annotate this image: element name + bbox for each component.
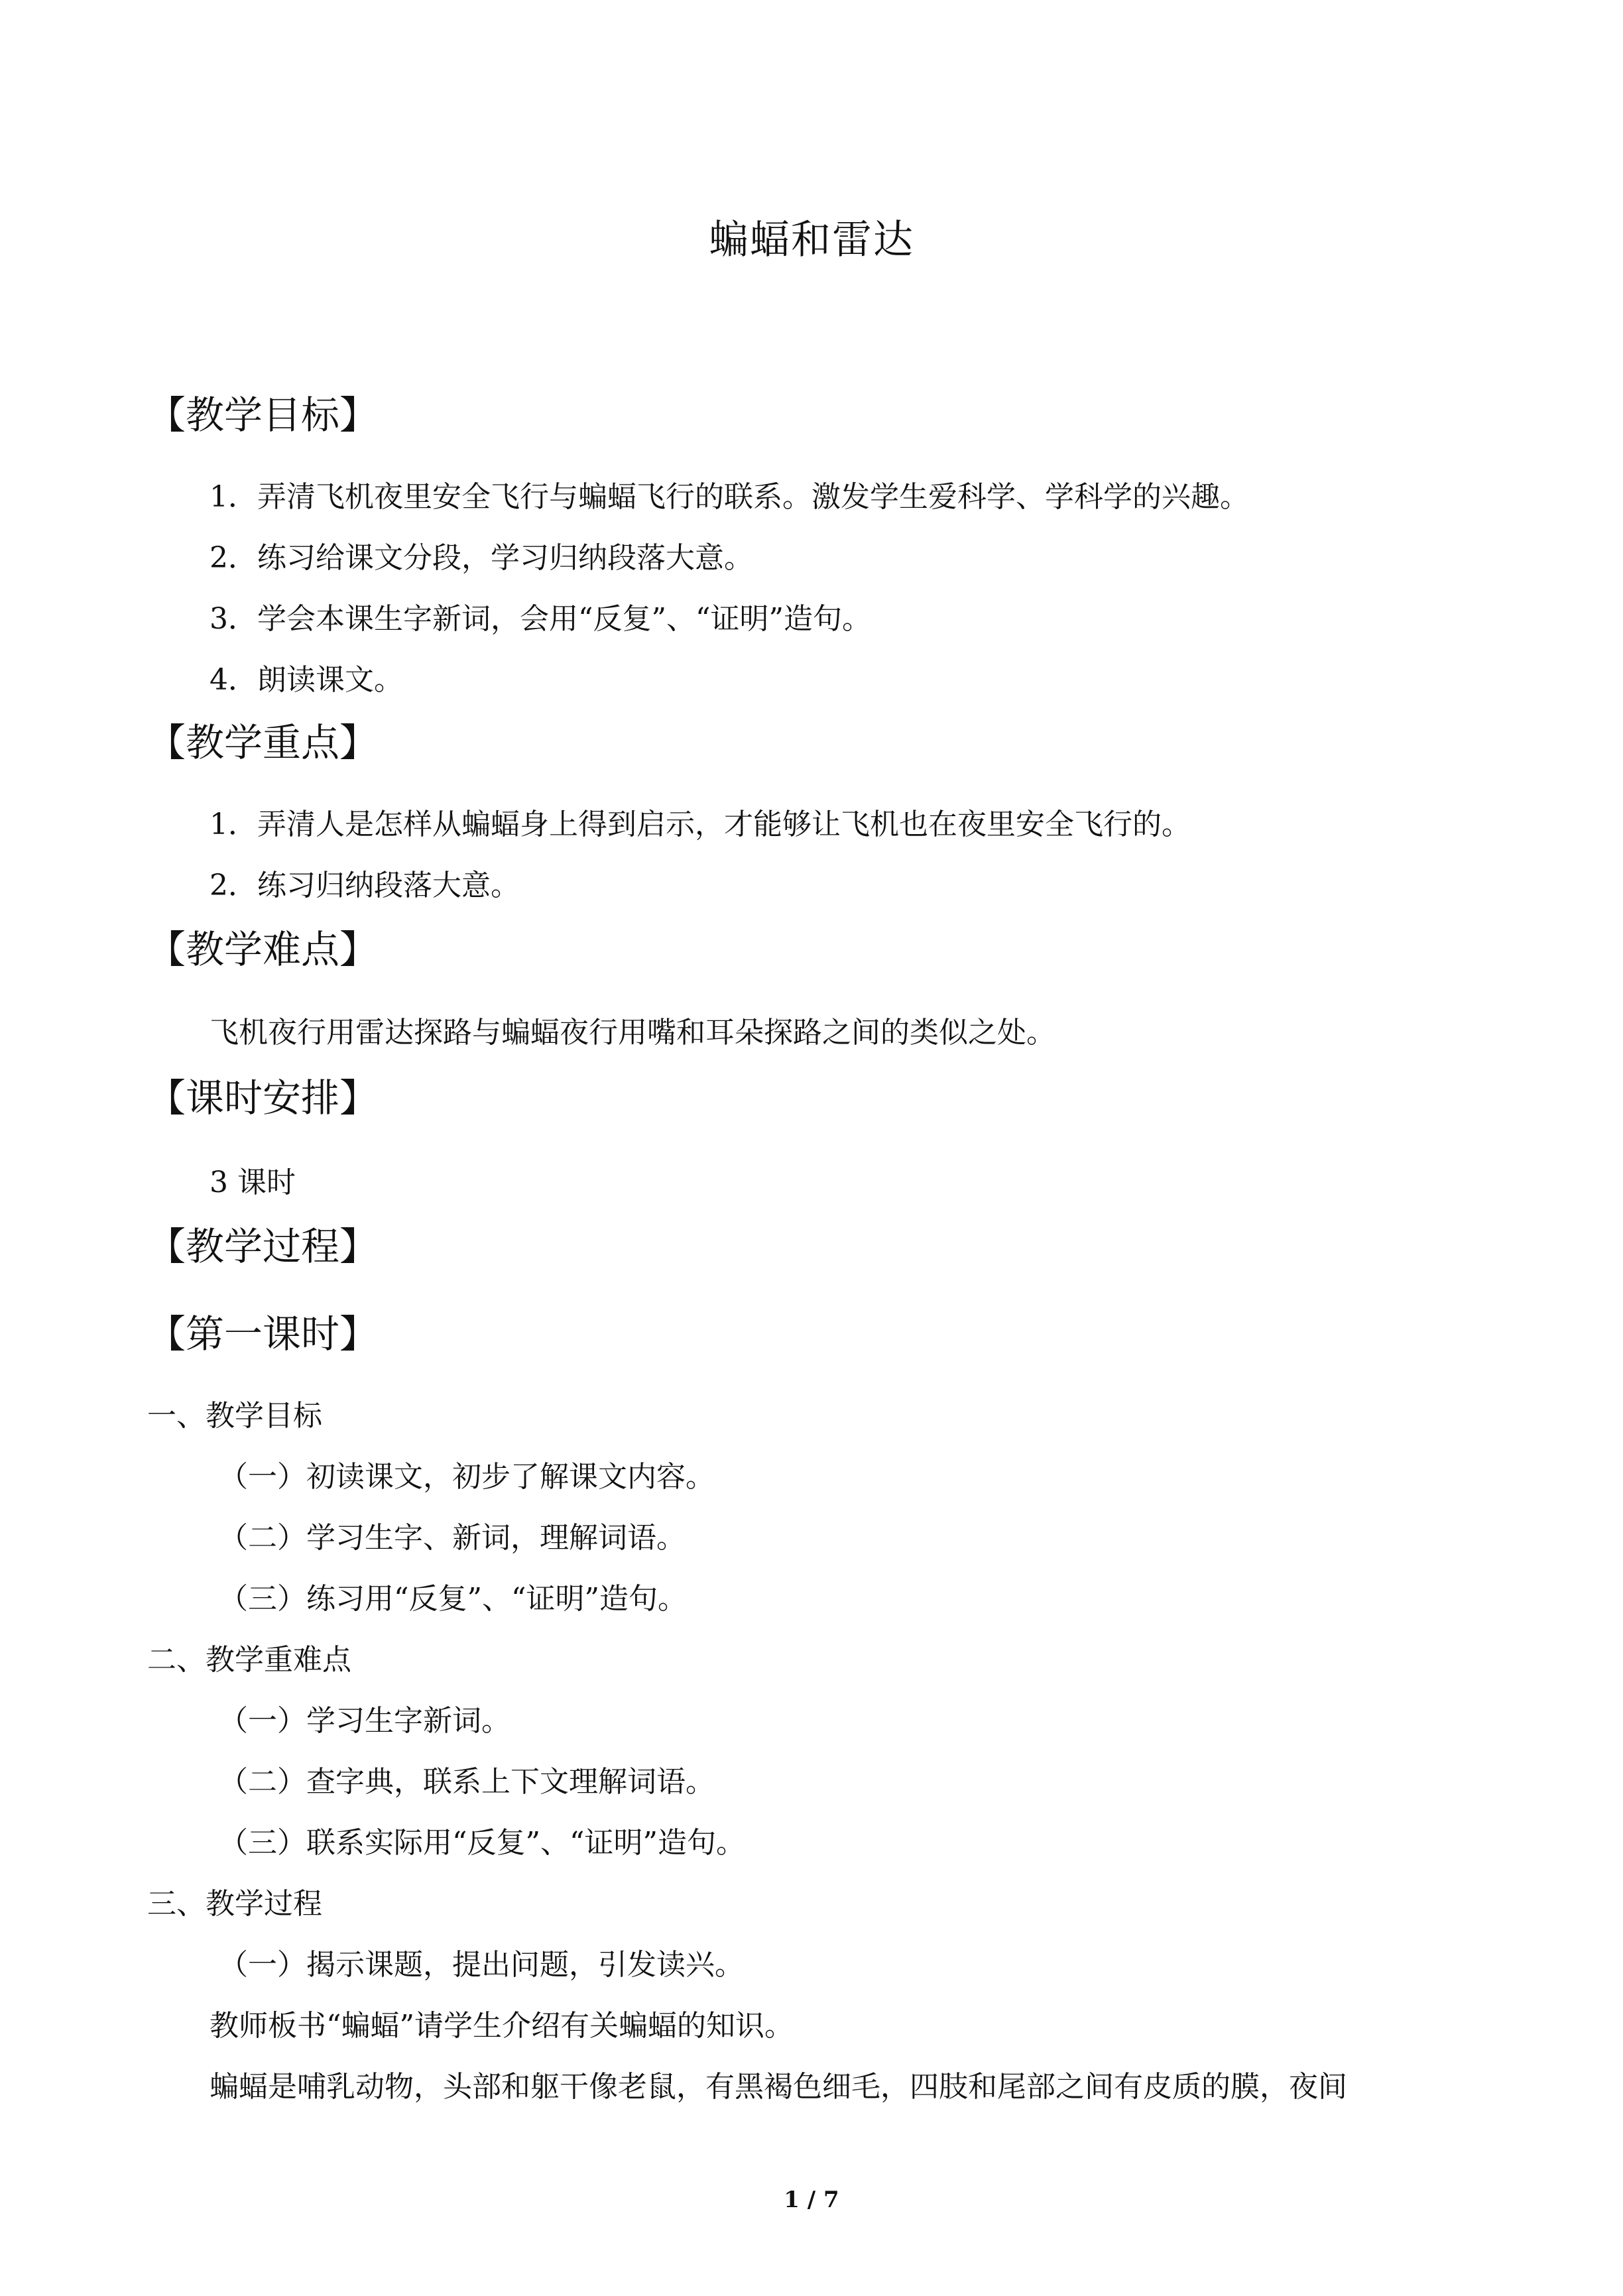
lesson1-part3-paragraph: 蝙蝠是哺乳动物，头部和躯干像老鼠，有黑褐色细毛，四肢和尾部之间有皮质的膜，夜间 <box>210 2070 1347 2104</box>
lesson1-part2-item: （二）查字典，联系上下文理解词语。 <box>219 1765 715 1799</box>
page-number: 1 / 7 <box>784 2187 839 2213</box>
lesson1-part2-item: （一）学习生字新词。 <box>219 1704 511 1738</box>
difficulty-text: 飞机夜行用雷达探路与蝙蝠夜行用嘴和耳朵探路之间的类似之处。 <box>210 1016 1055 1050</box>
focus-item: 2．练习归纳段落大意。 <box>210 869 520 902</box>
focus-item: 1．弄清人是怎样从蝙蝠身上得到启示，才能够让飞机也在夜里安全飞行的。 <box>210 808 1191 841</box>
lesson1-part2-item: （三）联系实际用“反复”、“证明”造句。 <box>219 1826 745 1860</box>
lesson1-part1-item: （一）初读课文，初步了解课文内容。 <box>219 1460 715 1494</box>
goal-item: 1．弄清飞机夜里安全飞行与蝙蝠飞行的联系。激发学生爱科学、学科学的兴趣。 <box>210 480 1249 514</box>
lesson1-part1-heading: 一、教学目标 <box>147 1399 322 1433</box>
lesson1-part1-item: （二）学习生字、新词，理解词语。 <box>219 1521 686 1555</box>
lesson1-part3-paragraph: 教师板书“蝙蝠”请学生介绍有关蝙蝠的知识。 <box>210 2009 794 2043</box>
lesson1-part3-heading: 三、教学过程 <box>147 1887 322 1921</box>
lesson1-part3-item: （一）揭示课题，提出问题，引发读兴。 <box>219 1948 744 1982</box>
section-heading-lesson1: 【第一课时】 <box>147 1311 379 1357</box>
section-heading-process: 【教学过程】 <box>147 1224 379 1269</box>
section-heading-schedule: 【课时安排】 <box>147 1075 379 1120</box>
goal-item: 3．学会本课生字新词，会用“反复”、“证明”造句。 <box>210 602 871 636</box>
goal-item: 2．练习给课文分段，学习归纳段落大意。 <box>210 541 753 575</box>
section-heading-focus: 【教学重点】 <box>147 720 379 765</box>
section-heading-goals: 【教学目标】 <box>147 393 379 438</box>
document-title: 蝙蝠和雷达 <box>709 217 914 263</box>
section-heading-difficulty: 【教学难点】 <box>147 927 379 972</box>
lesson1-part1-item: （三）练习用“反复”、“证明”造句。 <box>219 1582 687 1616</box>
lesson1-part2-heading: 二、教学重难点 <box>147 1643 351 1677</box>
schedule-text: 3 课时 <box>210 1166 296 1199</box>
goal-item: 4．朗读课文。 <box>210 663 403 697</box>
